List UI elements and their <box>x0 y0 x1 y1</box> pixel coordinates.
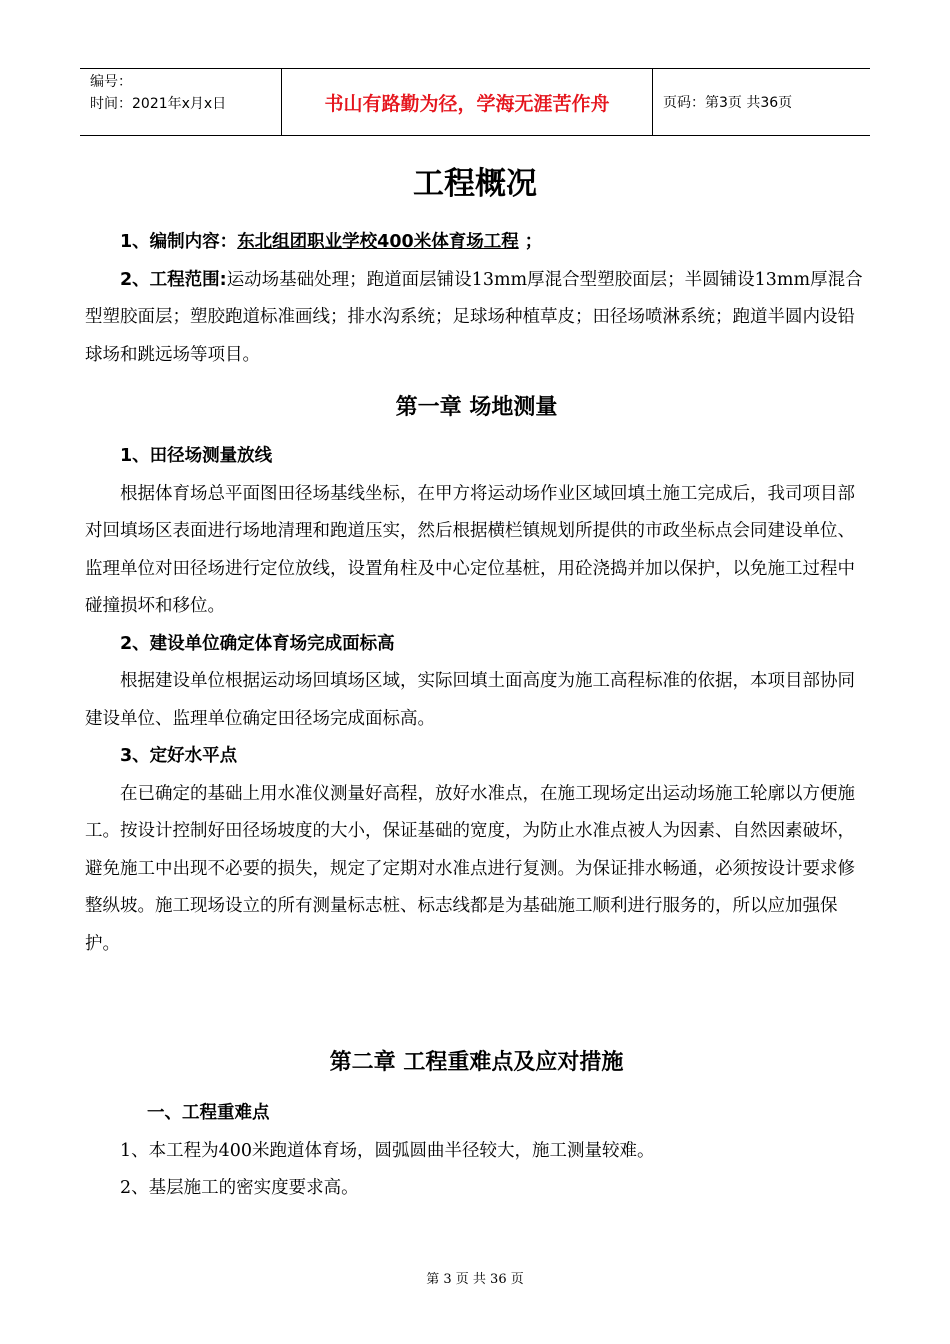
header-meta <box>80 69 281 135</box>
overview-item-1-end: ； <box>518 232 543 252</box>
document-body <box>85 224 868 1208</box>
chapter-2-section-1-title: 一、工程重难点 <box>147 1103 270 1123</box>
chapter-1-section-1-title: 1、田径场测量放线 <box>120 446 273 466</box>
document-date: 时间：2021年x月x日 <box>90 96 227 112</box>
header-page-info: 页码：第3页 共36页 <box>663 95 793 111</box>
chapter-1-section-3-text: 在已确定的基础上用水准仪测量好高程，放好水准点，在施工现场定出运动场施工轮廓以方便施工。按设计控制好田径场坡度的大小，保证基础的宽度，为防止水准点被人为因素、自然因素破坏，避免施工中出现不必要的损失，规定了定期对水准点进行复测。为保证排水畅通，必须按设计要求修整纵坡。施工现场设立的所有测量标志桩、标志线都是为基础施工顺利进行服务的，所以应加强保护。 <box>85 783 855 954</box>
overview-item-2-label: 2、工程范围: <box>120 269 227 290</box>
page-footer: 第 3 页 共 36 页 <box>426 1272 524 1287</box>
chapter-1-section-3-title: 3、定好水平点 <box>120 746 238 766</box>
chapter-2-title: 第二章 工程重难点及应对措施 <box>329 1050 624 1075</box>
document-number-label: 编号： <box>90 74 132 90</box>
chapter-1-section-2-title: 2、建设单位确定体育场完成面标高 <box>120 633 395 654</box>
chapter-1-section-1-text: 根据体育场总平面图田径场基线坐标，在甲方将运动场作业区域回填土施工完成后，我司项目部对回填场区表面进行场地清理和跑道压实，然后根据横栏镇规划所提供的市政坐标点会同建设单位、监理单位对田径场进行定位放线，设置角柱及中心定位基桩，用砼浇捣并加以保护，以免施工过程中碰撞损坏和移位。 <box>85 483 855 616</box>
chapter-1-title: 第一章 场地测量 <box>395 395 558 420</box>
chapter-2-item-2: 2、基层施工的密实度要求高。 <box>120 1178 359 1198</box>
project-name: 东北组团职业学校400米体育场工程 <box>237 232 519 252</box>
chapter-2-item-1: 1、本工程为400米跑道体育场，圆弧圆曲半径较大，施工测量较难。 <box>120 1140 655 1161</box>
overview-item-1 <box>85 224 868 262</box>
header-motto: 书山有路勤为径，学海无涯苦作舟 <box>281 69 653 135</box>
chapter-1-section-2-text: 根据建设单位根据运动场回填场区域，实际回填土面高度为施工高程标准的依据，本项目部协同建设单位、监理单位确定田径场完成面标高。 <box>85 671 855 729</box>
overview-item-1-label: 1、编制内容： <box>120 232 238 252</box>
overview-item-2-text: 运动场基础处理；跑道面层铺设13mm厚混合型塑胶面层；半圆铺设13mm厚混合型塑胶面层；塑胶跑道标准画线；排水沟系统；足球场种植草皮；田径场喷淋系统；跑道半圆内设铅球场和跳远场等项目。 <box>85 269 863 365</box>
page-title: 工程概况 <box>413 166 537 202</box>
page-header <box>80 68 870 136</box>
overview-item-2 <box>85 262 868 375</box>
